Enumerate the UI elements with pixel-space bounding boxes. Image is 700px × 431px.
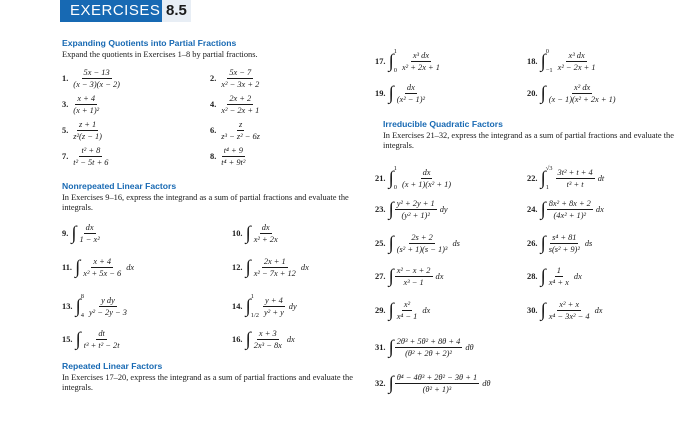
numerator: 5x − 13 [83,68,110,77]
problem-16 [232,328,295,351]
numerator: 3t² + t + 4 [557,167,593,177]
differential: dt [597,173,605,183]
section-number: 8.5 [162,0,191,22]
problem-number: 14. [232,301,243,311]
integral-sign: ∫ [245,257,251,278]
problem-11 [62,256,134,279]
problem-number: 26. [527,239,538,248]
problem-6 [210,119,262,142]
numerator: θ⁴ − 4θ³ + 2θ² − 3θ + 1 [396,373,478,382]
problem-31 [375,336,474,359]
problem-29 [375,299,430,322]
section-title-repeated: Repeated Linear Factors [62,361,163,371]
integral-sign: ∫ [540,50,546,72]
fraction [395,372,480,395]
problem-2 [210,67,261,90]
denominator: x² − 7x + 12 [253,269,296,278]
integral-sign: ∫ [540,167,546,189]
fraction [219,67,261,90]
numerator: y dy [101,295,115,305]
integral-sign: ∫ [388,50,394,72]
numerator: t⁴ + 9 [223,146,243,155]
fraction [395,232,450,255]
integral-sign: ∫ [540,233,546,254]
denominator: x² + 2x [253,235,278,244]
problem-number: 4. [210,100,217,109]
denominator: y² − 2y − 3 [88,307,127,317]
problem-17 [375,48,442,74]
problem-12 [232,256,309,279]
problem-number: 24. [527,205,538,214]
integral-sign: ∫ [388,83,394,104]
problem-32 [375,372,491,395]
fraction [219,93,261,116]
lower-limit: −1 [545,67,553,74]
problem-number: 27. [375,272,386,281]
denominator: z²(z − 1) [73,132,102,141]
numerator: y + 4 [265,295,283,305]
fraction [71,67,122,90]
problem-1 [62,67,122,90]
fraction [547,198,593,221]
problem-number: 11. [62,263,73,272]
section-instructions-repeated: In Exercises 17–20, express the integrand as a sum of partial fractions and evaluate the integrals. [62,373,353,392]
problem-number: 23. [375,205,386,214]
numerator: x² [403,300,411,309]
fraction [556,50,598,73]
fraction [252,256,298,279]
problem-23 [375,198,448,221]
lower-limit: 0 [393,67,397,74]
denominator: x² + 2x + 1 [401,62,440,72]
fraction [219,119,262,142]
problem-3 [62,93,101,116]
fraction [547,82,618,105]
integral-sign: ∫ [75,295,81,317]
section-instructions-expanding: Expand the quotients in Exercises 1–8 by partial fractions. [62,50,258,59]
differential: dx [300,263,309,272]
denominator: (x + 1)(x² + 1) [401,179,452,189]
problem-21 [375,165,453,191]
problem-number: 12. [232,263,243,272]
numerator: x² + x [559,300,580,309]
problem-22 [527,165,604,191]
problem-20 [527,82,618,105]
fraction [81,256,123,279]
differential: dx [594,306,603,315]
problem-25 [375,232,460,255]
differential: dx [422,306,431,315]
problem-number: 31. [375,343,386,352]
denominator: x² − 3x + 2 [221,80,260,89]
problem-7 [62,145,111,168]
numerator: t² + 8 [81,146,101,155]
integral-sign: ∫ [245,295,251,317]
fraction [87,295,129,318]
integral-limits [81,293,84,319]
problem-24 [527,198,604,221]
fraction [252,222,280,245]
denominator: 1 − x² [79,235,100,244]
numerator: x³ dx [412,50,430,60]
integral-sign: ∫ [388,300,394,321]
differential: dx [595,205,604,214]
problem-number: 18. [527,56,538,66]
problem-number: 20. [527,89,538,98]
upper-limit: √3 [545,165,553,172]
fraction [395,198,437,221]
fraction [252,328,284,351]
differential: dx [126,263,135,272]
integral-limits [546,165,553,191]
numerator: 8x² + 8x + 2 [548,199,591,208]
integral-sign: ∫ [75,329,81,350]
differential: ds [584,239,593,248]
denominator: (4x² + 1)² [553,211,587,220]
denominator: t² − 5t + 6 [73,158,109,167]
numerator: x² − x + 2 [396,266,431,275]
integral-limits [251,293,259,319]
problem-30 [527,299,603,322]
section-title-expanding: Expanding Quotients into Partial Fractions [62,38,237,48]
numerator: 2x + 1 [263,257,286,266]
denominator: x⁴ + x [548,278,569,287]
numerator: x + 4 [77,94,96,103]
integral-sign: ∫ [75,257,81,278]
fraction [395,82,427,105]
denominator: s(s² + 9)² [548,245,580,254]
section-title-nonrepeated: Nonrepeated Linear Factors [62,181,177,191]
denominator: t³ + t² − 2t [83,341,120,350]
upper-limit: 0 [545,48,549,55]
exercises-header: EXERCISES [60,0,170,22]
fraction [78,222,102,245]
lower-limit: 4 [80,312,84,319]
fraction [400,50,442,73]
numerator: s⁴ + 81 [552,233,577,242]
numerator: z [238,120,243,129]
integral-sign: ∫ [71,223,77,244]
problem-number: 13. [62,301,73,311]
differential: dθ [465,343,474,352]
numerator: x + 4 [93,257,112,266]
fraction [547,232,582,255]
fraction [219,145,247,168]
integral-sign: ∫ [388,266,394,287]
problem-27 [375,265,443,288]
denominator: z³ − z² − 6z [221,132,260,141]
denominator: (s² + 1)(s − 1)³ [396,245,448,254]
problem-number: 9. [62,229,69,238]
problem-number: 7. [62,152,69,161]
numerator: dx [406,83,415,92]
denominator: x⁴ − 3x² − 4 [548,312,590,321]
problem-18 [527,48,598,74]
fraction [71,119,104,142]
differential: dy [439,205,448,214]
problem-number: 22. [527,173,538,183]
integral-limits [394,165,397,191]
denominator: (x − 3)(x − 2) [73,80,120,89]
numerator: x² dx [574,83,591,92]
problem-number: 28. [527,272,538,281]
fraction [547,265,571,288]
problem-number: 25. [375,239,386,248]
integral-sign: ∫ [540,83,546,104]
problem-number: 21. [375,173,386,183]
numerator: dx [85,223,94,232]
fraction [556,167,595,190]
denominator: x² − 2x + 1 [557,62,596,72]
problem-5 [62,119,104,142]
problem-number: 6. [210,126,217,135]
differential: ds [452,239,460,248]
integral-sign: ∫ [540,300,546,321]
section-title-irreducible: Irreducible Quadratic Factors [383,119,503,129]
fraction [262,295,286,318]
upper-limit: 1 [393,48,397,55]
fraction [395,299,420,322]
problem-number: 32. [375,379,386,388]
differential: dx [435,272,444,281]
numerator: z + 1 [78,120,97,129]
numerator: dx [422,167,431,177]
problem-13 [62,293,129,319]
differential: dθ [482,379,491,388]
fraction [547,299,592,322]
fraction [395,336,463,359]
problem-number: 1. [62,74,69,83]
denominator: (x² − 1)² [396,95,426,104]
integral-sign: ∫ [245,329,251,350]
problem-9 [62,222,102,245]
problem-4 [210,93,261,116]
integral-sign: ∫ [388,167,394,189]
lower-limit: 0 [393,184,397,191]
problem-number: 2. [210,74,217,83]
problem-number: 19. [375,89,386,98]
section-instructions-nonrepeated: In Exercises 9–16, express the integrand as a sum of partial fractions and evaluate the integrals. [62,193,349,212]
problem-19 [375,82,427,105]
problem-number: 15. [62,335,73,344]
problem-number: 29. [375,306,386,315]
denominator: t⁴ + 9t² [221,158,246,167]
fraction [71,93,101,116]
denominator: x² − 2x + 1 [221,106,260,115]
upper-limit: 8 [80,293,84,300]
numerator: 2s + 2 [411,233,433,242]
differential: dx [573,272,582,281]
denominator: (y² + 1)² [401,211,430,220]
numerator: dx [261,223,270,232]
denominator: x² + 5x − 6 [83,269,122,278]
problem-number: 10. [232,229,243,238]
problem-number: 3. [62,100,69,109]
upper-limit: 1 [250,293,254,300]
numerator: y² + 2y + 1 [396,199,435,208]
integral-sign: ∫ [540,266,546,287]
numerator: x³ dx [568,50,585,60]
integral-sign: ∫ [388,199,394,220]
fraction [400,167,453,190]
denominator: (θ² + 1)³ [422,385,452,394]
integral-sign: ∫ [540,199,546,220]
problem-14 [232,293,297,319]
integral-limits [394,48,397,74]
numerator: 5x − 7 [229,68,252,77]
section-instructions-irreducible: In Exercises 21–32, express the integrand as a sum of partial fractions and evaluate the integrals. [383,131,674,150]
problem-number: 17. [375,56,386,66]
integral-sign: ∫ [388,373,394,394]
integral-sign: ∫ [245,223,251,244]
problem-number: 30. [527,306,538,315]
problem-26 [527,232,592,255]
lower-limit: 1 [545,184,549,191]
differential: dx [286,335,295,344]
integral-sign: ∫ [388,233,394,254]
problem-28 [527,265,582,288]
numerator: dt [98,329,105,338]
fraction [71,145,110,168]
numerator: 1 [556,266,561,275]
numerator: 2x + 2 [229,94,252,103]
integral-limits [546,48,553,74]
upper-limit: 1 [393,165,397,172]
integral-sign: ∫ [388,337,394,358]
denominator: y² + y [264,307,284,317]
numerator: x + 3 [258,329,277,338]
lower-limit: 1/2 [250,312,259,319]
fraction [82,328,122,351]
problem-number: 8. [210,152,217,161]
denominator: (x − 1)(x² + 2x + 1) [548,95,616,104]
fraction [395,265,433,288]
differential: dy [288,301,297,311]
denominator: x⁴ − 1 [396,312,418,321]
denominator: (x + 1)² [73,106,100,115]
problem-number: 5. [62,126,69,135]
numerator: 2θ³ + 5θ² + 8θ + 4 [396,337,461,346]
denominator: t³ + t [566,179,584,189]
problem-10 [232,222,280,245]
problem-8 [210,145,247,168]
problem-15 [62,328,122,351]
problem-number: 16. [232,335,243,344]
denominator: 2x³ − 8x [253,341,282,350]
denominator: (θ² + 2θ + 2)² [405,349,452,358]
denominator: x³ − 1 [403,278,424,287]
